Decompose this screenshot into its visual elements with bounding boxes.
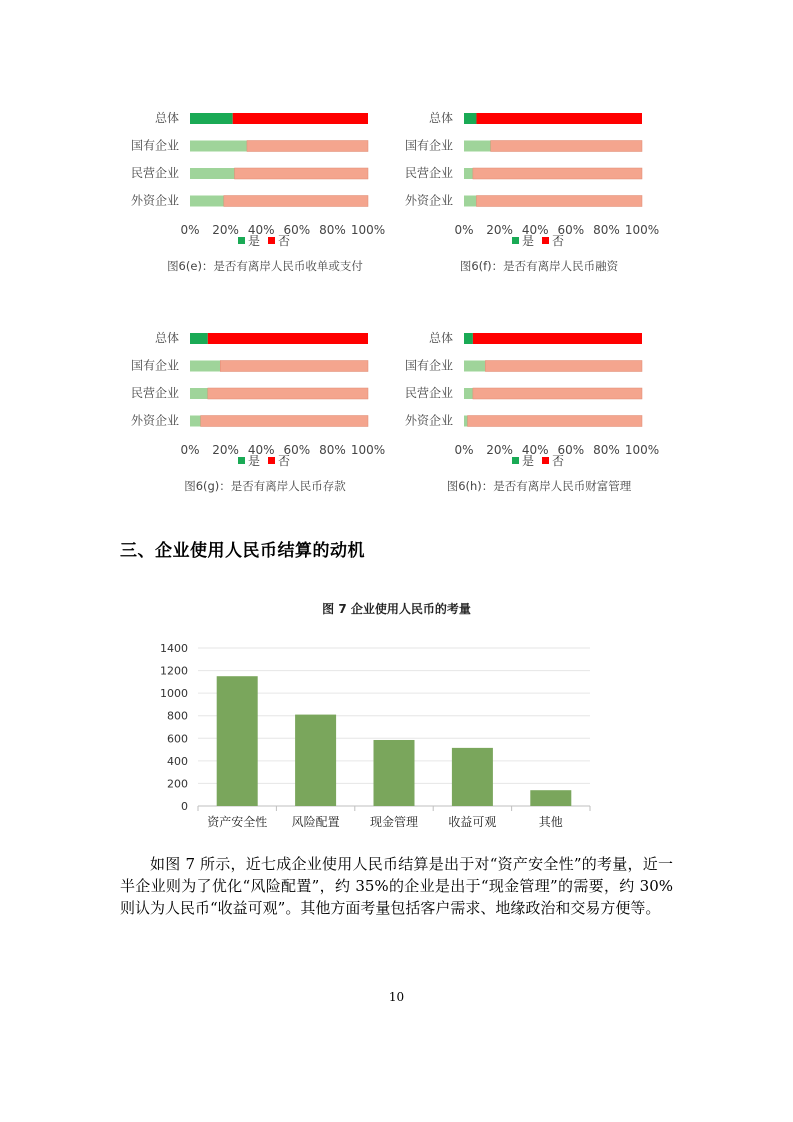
chart-6h: [404, 324, 660, 504]
legend-swatch-yes: [512, 237, 519, 244]
category-label: 总体: [428, 331, 453, 345]
bar-no: [208, 388, 368, 399]
bar-no: [220, 361, 368, 372]
x-tick-label: 20%: [212, 223, 239, 237]
category-label: 外资企业: [404, 413, 453, 428]
chart-caption: 图6(g)：是否有离岸人民币存款: [184, 479, 346, 493]
x-tick-label: 60%: [283, 223, 311, 237]
legend-label-yes: 是: [522, 234, 535, 248]
bar-yes: [464, 416, 468, 427]
x-tick-label: 80%: [319, 223, 346, 237]
legend-swatch-yes: [238, 457, 245, 464]
bar-no: [235, 168, 369, 179]
category-label: 国有企业: [404, 358, 453, 373]
y-tick-label: 400: [167, 754, 188, 768]
bar: [374, 740, 415, 806]
bar-no: [491, 141, 642, 152]
bar-no: [476, 113, 642, 124]
x-tick-label: 0%: [180, 443, 200, 457]
category-label: 民营企业: [130, 166, 179, 180]
x-tick-label: 60%: [283, 443, 311, 457]
bar-yes: [464, 141, 491, 152]
legend-swatch-yes: [238, 237, 245, 244]
chart-caption: 图6(f)：是否有离岸人民币融资: [459, 259, 619, 273]
bar-yes: [190, 333, 208, 344]
x-tick-label: 0%: [454, 443, 474, 457]
y-tick-label: 600: [167, 732, 188, 746]
category-label: 其他: [538, 815, 563, 829]
bar: [530, 790, 571, 806]
bar-yes: [464, 168, 473, 179]
bar-no: [201, 416, 368, 427]
category-label: 民营企业: [404, 166, 453, 180]
category-label: 风险配置: [291, 815, 340, 829]
x-tick-label: 40%: [247, 223, 275, 237]
x-tick-label: 100%: [350, 223, 386, 237]
x-tick-label: 100%: [350, 443, 386, 457]
x-tick-label: 0%: [454, 223, 474, 237]
y-tick-label: 1200: [160, 664, 188, 678]
chart-7: [150, 638, 600, 838]
chart-svg: [404, 104, 660, 284]
bar-no: [224, 196, 368, 207]
bar-no: [233, 113, 368, 124]
legend-label-no: 否: [552, 234, 565, 248]
category-label: 总体: [154, 111, 179, 125]
category-label: 总体: [154, 331, 179, 345]
bar-yes: [190, 416, 201, 427]
legend-label-no: 否: [278, 454, 291, 468]
bar-no: [473, 168, 642, 179]
chart-6e: [130, 104, 386, 284]
x-tick-label: 40%: [521, 223, 549, 237]
legend-label-no: 否: [552, 454, 565, 468]
fig7-title: 图 7 企业使用人民币的考量: [322, 602, 471, 616]
category-label: 外资企业: [130, 413, 179, 428]
bar-yes: [190, 141, 247, 152]
y-tick-label: 1000: [160, 687, 188, 701]
legend-swatch-no: [542, 457, 549, 464]
bar-yes: [190, 388, 208, 399]
bar: [217, 676, 258, 806]
bar-no: [208, 333, 368, 344]
y-tick-label: 800: [167, 709, 188, 723]
x-tick-label: 20%: [486, 223, 513, 237]
y-tick-label: 0: [181, 800, 188, 813]
bar-yes: [464, 361, 485, 372]
x-tick-label: 100%: [624, 443, 660, 457]
category-label: 外资企业: [130, 193, 179, 208]
category-label: 外资企业: [404, 193, 453, 208]
bar-yes: [190, 113, 233, 124]
chart-caption: 图6(e)：是否有离岸人民币收单或支付: [167, 259, 363, 273]
chart-svg: [130, 104, 386, 284]
bar-yes: [464, 333, 473, 344]
legend-swatch-yes: [512, 457, 519, 464]
bar-no: [485, 361, 642, 372]
bar-no: [473, 388, 642, 399]
chart-caption: 图6(h)：是否有离岸人民币财富管理: [446, 479, 632, 493]
category-label: 总体: [428, 111, 453, 125]
category-label: 收益可观: [448, 815, 497, 829]
bar-no: [468, 416, 642, 427]
chart-svg: [130, 324, 386, 504]
legend-label-yes: 是: [248, 454, 261, 468]
chart-6f: [404, 104, 660, 284]
x-tick-label: 80%: [593, 443, 620, 457]
bar-yes: [190, 361, 220, 372]
bar-yes: [464, 113, 476, 124]
x-tick-label: 60%: [557, 443, 585, 457]
category-label: 国有企业: [404, 138, 453, 153]
x-tick-label: 100%: [624, 223, 660, 237]
legend-label-no: 否: [278, 234, 291, 248]
bar-no: [476, 196, 642, 207]
page-number: 10: [388, 990, 405, 1004]
bar-yes: [190, 168, 235, 179]
x-tick-label: 0%: [180, 223, 200, 237]
category-label: 现金管理: [369, 815, 419, 829]
category-label: 资产安全性: [207, 815, 268, 829]
chart-svg: [404, 324, 660, 504]
x-tick-label: 40%: [247, 443, 275, 457]
legend-label-yes: 是: [248, 234, 261, 248]
bar-yes: [190, 196, 224, 207]
body-paragraph: 如图 7 所示，近七成企业使用人民币结算是出于对“资产安全性”的考量，近一半企业则为了优化“风险配置”，约 35%的企业是出于“现金管理”的需要，约 30%则认为人民币“收益可观”。其他方面考量包括客户需求、地缘政治和交易方便等。: [120, 855, 673, 917]
bar-no: [473, 333, 642, 344]
chart-6g: [130, 324, 386, 504]
category-label: 国有企业: [130, 138, 179, 153]
x-tick-label: 60%: [557, 223, 585, 237]
category-label: 民营企业: [130, 386, 179, 400]
section-title: 三、企业使用人民币结算的动机: [120, 541, 365, 561]
y-tick-label: 1400: [160, 642, 188, 655]
x-tick-label: 20%: [212, 443, 239, 457]
x-tick-label: 80%: [319, 443, 346, 457]
category-label: 国有企业: [130, 358, 179, 373]
legend-swatch-no: [268, 457, 275, 464]
bar: [295, 715, 336, 806]
category-label: 民营企业: [404, 386, 453, 400]
bar-no: [247, 141, 368, 152]
bar-yes: [464, 388, 473, 399]
legend-label-yes: 是: [522, 454, 535, 468]
y-tick-label: 200: [167, 777, 188, 791]
x-tick-label: 40%: [521, 443, 549, 457]
legend-swatch-no: [542, 237, 549, 244]
x-tick-label: 80%: [593, 223, 620, 237]
bar: [452, 748, 493, 806]
legend-swatch-no: [268, 237, 275, 244]
bar-yes: [464, 196, 476, 207]
x-tick-label: 20%: [486, 443, 513, 457]
